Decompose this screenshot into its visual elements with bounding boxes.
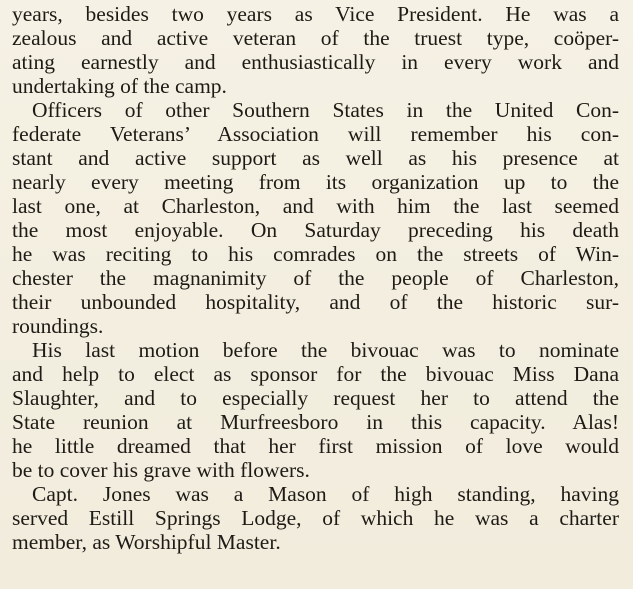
text-line: nearly every meeting from its organization up to the [12, 170, 619, 194]
paragraph [12, 338, 619, 482]
text-line: zealous and active veteran of the truest type, coöper- [12, 26, 619, 50]
text-line: federate Veterans’ Association will remember his con- [12, 122, 619, 146]
text-line: the most enjoyable. On Saturday preceding his death [12, 218, 619, 242]
text-line: State reunion at Murfreesboro in this capacity. Alas! [12, 410, 619, 434]
text-line: His last motion before the bivouac was to nominate [32, 338, 619, 362]
paragraph [12, 98, 619, 338]
text-line: served Estill Springs Lodge, of which he was a charter [12, 506, 619, 530]
paragraph [12, 482, 619, 554]
text-line: Slaughter, and to especially request her to attend the [12, 386, 619, 410]
text-line: member, as Worshipful Master. [12, 530, 281, 554]
text-line: roundings. [12, 314, 104, 338]
text-column [12, 2, 619, 554]
text-line: undertaking of the camp. [12, 74, 227, 98]
text-line: he was reciting to his comrades on the streets of Win- [12, 242, 619, 266]
text-line: Capt. Jones was a Mason of high standing, having [32, 482, 619, 506]
text-line: last one, at Charleston, and with him the last seemed [12, 194, 619, 218]
text-line: Officers of other Southern States in the United Con- [32, 98, 619, 122]
text-line: and help to elect as sponsor for the bivouac Miss Dana [12, 362, 619, 386]
paragraph [12, 2, 619, 98]
text-line: stant and active support as well as his presence at [12, 146, 619, 170]
text-line: ating earnestly and enthusiastically in every work and [12, 50, 619, 74]
text-line: years, besides two years as Vice President. He was a [12, 2, 619, 26]
text-line: be to cover his grave with flowers. [12, 458, 310, 482]
text-line: their unbounded hospitality, and of the historic sur- [12, 290, 619, 314]
text-line: he little dreamed that her first mission of love would [12, 434, 619, 458]
text-line: chester the magnanimity of the people of Charleston, [12, 266, 619, 290]
